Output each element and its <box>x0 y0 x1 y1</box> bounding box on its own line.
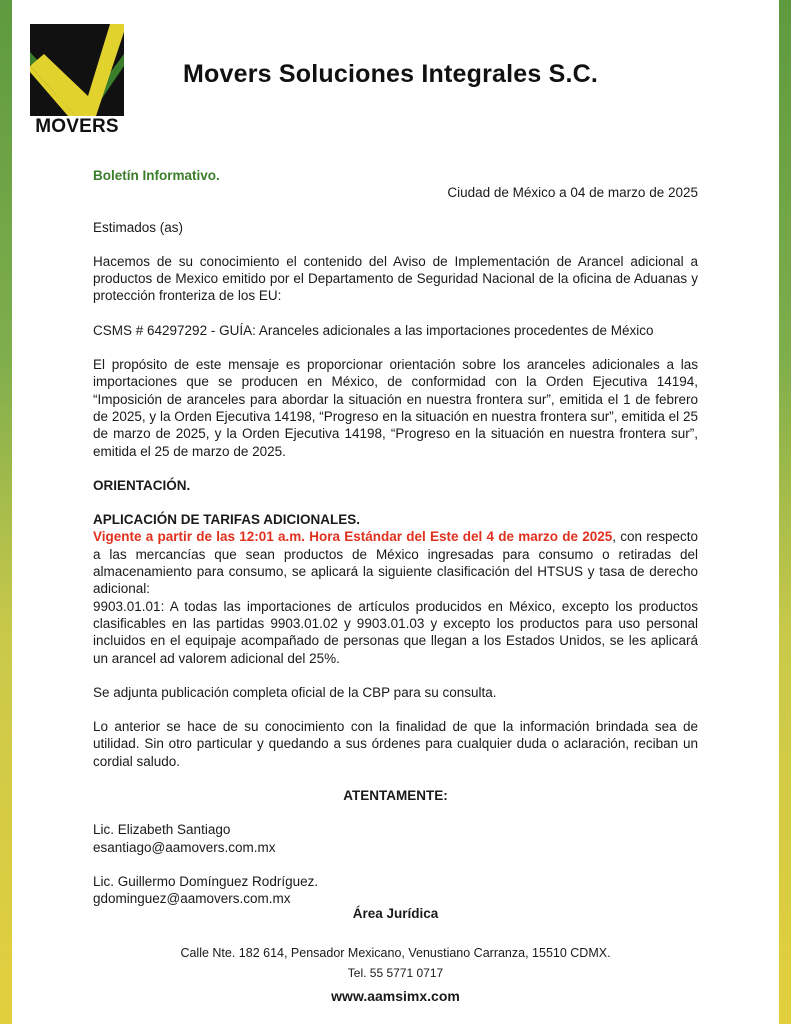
footer-address: Calle Nte. 182 614, Pensador Mexicano, Venustiano Carranza, 15510 CDMX. <box>180 946 611 960</box>
attachment-note: Se adjunta publicación completa oficial de la CBP para su consulta. <box>93 684 497 700</box>
footer-website[interactable]: www.aamsimx.com <box>331 988 460 1004</box>
effective-paragraph <box>93 528 698 597</box>
sign-off: ATENTAMENTE: <box>343 788 448 804</box>
intro-paragraph: Hacemos de su conocimiento el contenido del Aviso de Implementación de Arancel adicional a productos de Mexico emitido por el Departamento de Seguridad Nacional de la oficina de Aduanas y protección fronteriza de los EU: <box>93 253 698 304</box>
movers-logo <box>30 24 124 136</box>
closing-paragraph: Lo anterior se hace de su conocimiento con la finalidad de que la información brindada sea de utilidad. Sin otro particular y quedando a sus órdenes para cualquier duda o aclaración, reciban un cordial saludo. <box>93 719 698 769</box>
tariff-item-9903-01-01: 9903.01.01: A todas las importaciones de artículos producidos en México, excepto los productos clasificables en las partidas 9903.01.02 y 9903.01.03 y excepto los productos para uso personal incluidos en el equipaje acompañado de personas que llegan a los Estados Unidos, se les aplicará un arancel ad valorem adicional del 25%. <box>93 598 698 666</box>
effective-highlight: Vigente a partir de las 12:01 a.m. Hora Estándar del Este del 4 de marzo de 2025 <box>93 529 613 545</box>
effective-rest: , con respecto a las mercancías que sean productos de México ingresadas para consumo o retiradas del almacenamiento para consumo, se aplicará la siguiente clasificación del HTSUS y tasa de derecho adicional: <box>93 529 698 597</box>
place-date: Ciudad de México a 04 de marzo de 2025 <box>447 185 698 201</box>
right-decorative-band <box>779 0 791 1024</box>
purpose-paragraph: El propósito de este mensaje es proporcionar orientación sobre los aranceles adicionales a las importaciones que se producen en México, de conformidad con la Orden Ejecutiva 14194, “Imposición de aranceles para abordar la situación en nuestra frontera sur”, emitida el 1 de febrero de 2025, y la Orden Ejecutiva 14198, “Progreso en la situación en nuestra frontera sur”, emitida el 25 de marzo de 2025, y la Orden Ejecutiva 14198, “Progreso en la situación en nuestra frontera sur”, emitida el 25 de marzo de 2025. <box>93 357 698 459</box>
footer-phone: Tel. 55 5771 0717 <box>347 966 444 980</box>
department-name: Área Jurídica <box>352 906 439 921</box>
signer1-email[interactable]: esantiago@aamovers.com.mx <box>93 839 276 855</box>
orientation-heading: ORIENTACIÓN. <box>93 477 191 493</box>
signer2-name: Lic. Guillermo Domínguez Rodríguez. <box>93 873 319 889</box>
csms-reference: CSMS # 64297292 - GUÍA: Aranceles adicionales a las importaciones procedentes de México <box>93 322 654 338</box>
signer1-name: Lic. Elizabeth Santiago <box>93 822 231 838</box>
signer2-email[interactable]: gdominguez@aamovers.com.mx <box>93 891 291 907</box>
logo-emblem <box>30 24 124 116</box>
bulletin-title: Boletín Informativo. <box>93 168 220 183</box>
greeting: Estimados (as) <box>93 219 184 235</box>
company-name: Movers Soluciones Integrales S.C. <box>183 60 599 88</box>
left-decorative-band <box>0 0 12 1024</box>
letter-body <box>93 167 698 908</box>
tariffs-heading: APLICACIÓN DE TARIFAS ADICIONALES. <box>93 512 361 528</box>
logo-wordmark: MOVERS <box>35 116 119 137</box>
